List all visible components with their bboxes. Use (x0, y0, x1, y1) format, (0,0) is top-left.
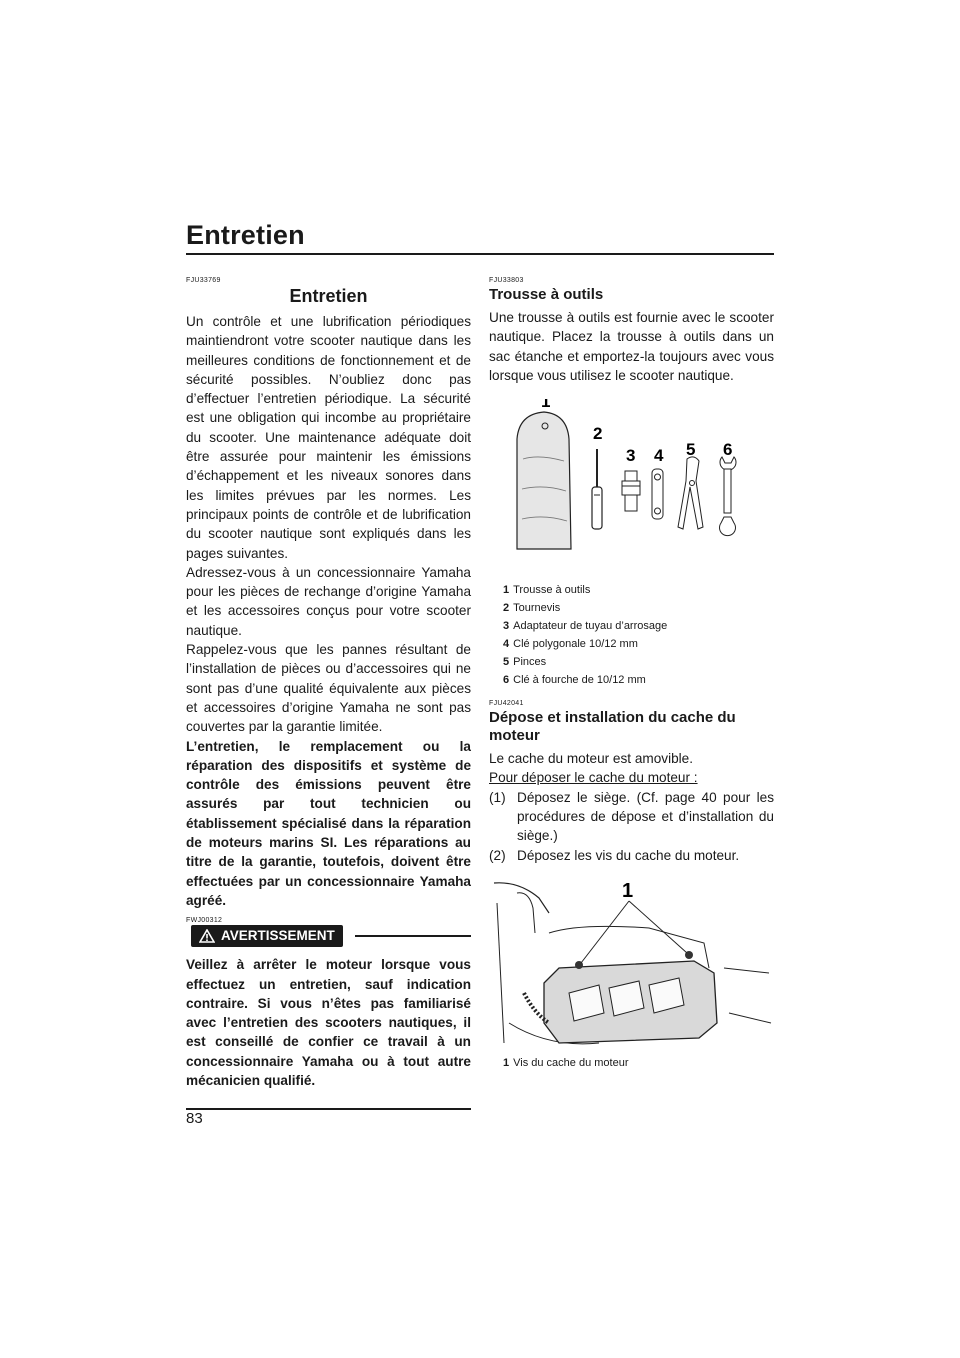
warning-box (186, 916, 471, 1110)
box-wrench-icon (652, 469, 663, 519)
subheading: Pour déposer le cache du moteur : (489, 770, 698, 786)
open-end-wrench-icon (720, 457, 737, 536)
engine-cover-illustration (489, 873, 774, 1058)
warning-badge (191, 925, 343, 947)
warning-bottom-rule (186, 1108, 471, 1110)
pliers-icon (678, 457, 703, 529)
paragraph: Une trousse à outils est fournie avec le scooter nautique. Placez la trousse à outils dans un sac étanche et emportez-la toujours avec vous lorsque vous utilisez le scooter nautique. (489, 310, 774, 383)
page-header-title: Entretien (186, 220, 305, 250)
section-title-cache-moteur: Dépose et installation du cache du moteur (489, 709, 736, 745)
section-code: FJU33769 (186, 277, 221, 284)
section-title-trousse: Trousse à outils (489, 286, 604, 303)
figure-label: 2 (593, 424, 603, 444)
caption-item: 3 Adaptateur de tuyau d’arrosage (503, 620, 668, 633)
hose-adapter-icon (622, 471, 640, 511)
section-title-entretien: Entretien (289, 286, 368, 306)
right-column (489, 276, 774, 1072)
caption-item: 2 Tournevis (503, 602, 561, 615)
warning-code: FWJ00312 (186, 917, 223, 925)
caption-item: 5 Pinces (503, 656, 547, 669)
left-column (186, 276, 471, 1110)
section-code: FJU33803 (489, 277, 524, 284)
caption-item: 1 Trousse à outils (503, 584, 591, 597)
figure-label: 3 (626, 446, 636, 466)
figure-label: 6 (723, 440, 733, 460)
caption-item: 6 Clé à fourche de 10/12 mm (503, 674, 646, 687)
figure-label: 1 (541, 399, 551, 412)
warning-text: Veillez à arrêter le moteur lorsque vous effectuez un entretien, sauf indication contraire. Si vous n’êtes pas familiarisé avec l’entretien des scooters nautiques, il est conseillé de confier ce travail à un concessionnaire Yamaha ou à tout autre mécanicien qualifié. (186, 957, 471, 1088)
warning-rule (355, 935, 471, 937)
section-code: FJU42041 (489, 700, 524, 708)
figure-label: 5 (686, 440, 696, 460)
paragraph: Adressez-vous à un concessionnaire Yamaha pour les pièces de rechange d’origine Yamaha et les accessoires conçus pour votre scooter nautique. (186, 564, 471, 638)
figure-label: 1 (622, 879, 634, 902)
page-number: 83 (186, 1110, 203, 1127)
step-item: (1) Déposez le siège. (Cf. page 40 pour les procédures de dépose et d’installation du siège.) (489, 789, 774, 844)
tool-kit-figure (489, 399, 774, 579)
tool-bag-icon (517, 412, 571, 549)
step-item: (2) Déposez les vis du cache du moteur. (489, 847, 740, 863)
header-rule (186, 253, 774, 255)
figure-label: 4 (654, 446, 664, 466)
paragraph-bold: L’entretien, le remplacement ou la réparation des dispositifs et système de contrôle des émissions peuvent être assurés par tout technicien ou établissement spécialisé dans la réparation de moteurs marins SI. Les réparations au titre de la garantie, toutefois, doivent être effectuées par un concessionnaire Yamaha agréé. (186, 738, 471, 908)
tool-kit-captions (489, 581, 774, 689)
caption-item: 4 Clé polygonale 10/12 mm (503, 638, 638, 651)
tool-kit-illustration (489, 399, 774, 579)
engine-cover-figure (489, 873, 774, 1058)
paragraph: Le cache du moteur est amovible. (489, 751, 694, 767)
screwdriver-icon (592, 449, 602, 529)
warning-triangle-icon (199, 929, 215, 943)
warning-label: AVERTISSEMENT (221, 928, 335, 944)
paragraph: Un contrôle et une lubrification périodiques maintiendront votre scooter nautique dans les meilleures conditions de fonctionnement et de sécurité possibles. N’oubliez donc pas d’effectuer l’entretien périodique. La sécurité est une obligation qui incombe au propriétaire du scooter. Une maintenance adéquate doit être assurée pour maintenir les émissions d’échappement et les niveaux sonores dans les limites prévues par les normes. Les principaux points de contrôle et de lubrification du scooter nautique sont expliqués dans les pages suivantes. (186, 314, 471, 561)
paragraph: Rappelez-vous que les pannes résultant de l’installation de pièces ou d’accessoires qui ne sont pas d’une qualité équivalente aux pièces et accessoires d’origine Yamaha ne sont pas couvertes par la garantie limitée. (186, 642, 471, 735)
caption-item: 1 Vis du cache du moteur (503, 1056, 629, 1069)
